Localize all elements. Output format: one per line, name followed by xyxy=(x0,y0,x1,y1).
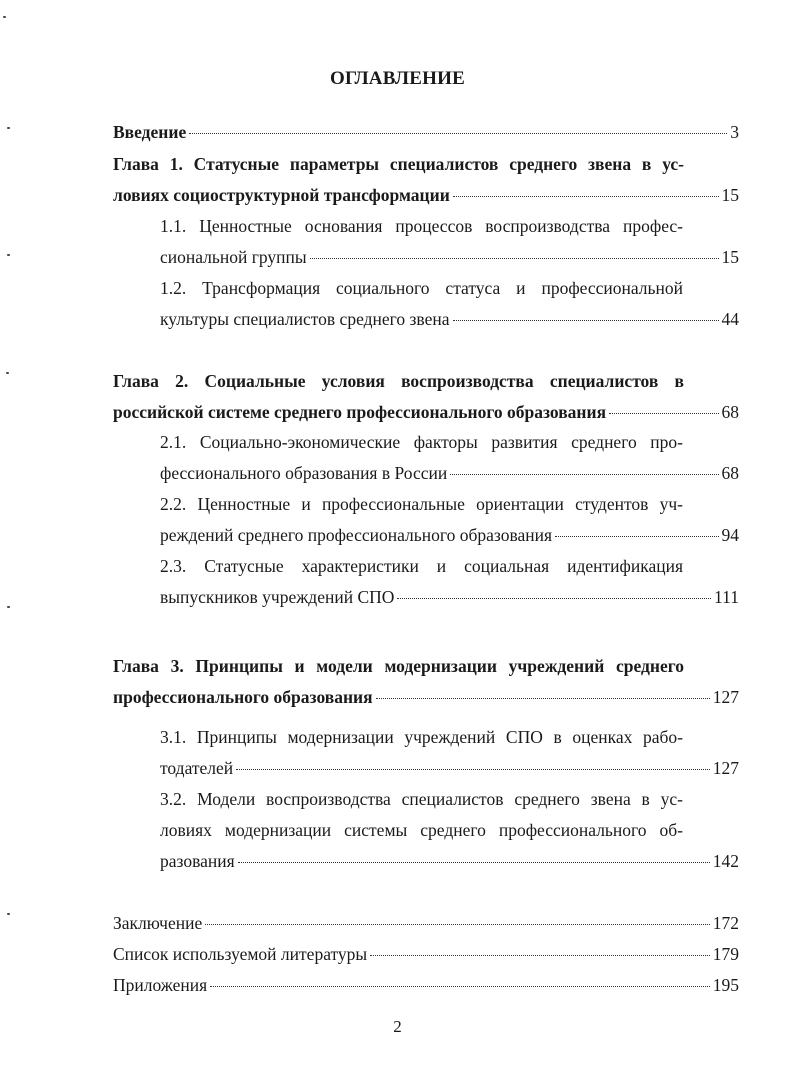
toc-entry-label: российской системе среднего профессионального образования xyxy=(113,402,607,422)
toc-section-3-1[interactable] xyxy=(160,757,739,779)
toc-page-number: 94 xyxy=(721,525,739,545)
leader-dots xyxy=(189,133,727,134)
toc-chapter-1-title[interactable]: Глава 1. Статусные параметры специалистов среднего звена в ус- xyxy=(113,154,684,174)
page-title: ОГЛАВЛЕНИЕ xyxy=(330,68,465,89)
leader-dots xyxy=(370,955,710,956)
toc-entry-label: профессионального образования xyxy=(113,687,373,707)
scan-speck xyxy=(6,372,9,374)
toc-entry-label: ловиях социоструктурной трансформации xyxy=(113,185,450,205)
toc-page-number: 3 xyxy=(730,122,739,142)
toc-page-number: 127 xyxy=(712,758,739,778)
toc-page-number: 142 xyxy=(712,851,739,871)
toc-entry-label: культуры специалистов среднего звена xyxy=(160,309,450,329)
toc-entry-label: разования xyxy=(160,851,235,871)
toc-page-number: 44 xyxy=(721,309,739,329)
toc-entry-intro[interactable] xyxy=(113,121,739,143)
toc-chapter-3-title[interactable]: Глава 3. Принципы и модели модернизации учреждений среднего xyxy=(113,656,684,676)
toc-entry-label: Введение xyxy=(113,122,187,142)
leader-dots xyxy=(453,320,719,321)
toc-section-3-2-title[interactable]: 3.2. Модели воспроизводства специалистов среднего звена в ус- xyxy=(160,789,683,809)
leader-dots xyxy=(397,598,711,599)
toc-entry-appendices[interactable] xyxy=(113,974,739,996)
toc-section-1-2[interactable] xyxy=(160,308,739,330)
toc-section-3-1-title[interactable]: 3.1. Принципы модернизации учреждений СПО в оценках рабо- xyxy=(160,727,683,747)
toc-section-1-1[interactable] xyxy=(160,246,739,268)
page-number: 2 xyxy=(393,1017,402,1036)
toc-entry-label: фессионального образования в России xyxy=(160,463,448,483)
toc-page-number: 15 xyxy=(721,247,739,267)
scan-speck xyxy=(7,127,10,129)
toc-chapter-2-title[interactable]: Глава 2. Социальные условия воспроизводства специалистов в xyxy=(113,371,684,391)
leader-dots xyxy=(555,536,718,537)
toc-section-3-2[interactable] xyxy=(160,850,739,872)
toc-section-2-3[interactable] xyxy=(160,586,739,608)
toc-entry-label: выпускников учреждений СПО xyxy=(160,587,395,607)
toc-entry-label: Список используемой литературы xyxy=(113,944,368,964)
toc-chapter-3[interactable] xyxy=(113,686,739,708)
toc-entry-label: сиональной группы xyxy=(160,247,307,267)
toc-section-3-2-title-cont[interactable]: ловиях модернизации системы среднего профессионального об- xyxy=(160,820,683,840)
toc-entry-label: Приложения xyxy=(113,975,208,995)
toc-page-number: 179 xyxy=(712,944,739,964)
toc-page-number: 127 xyxy=(712,687,739,707)
scan-speck xyxy=(7,606,10,608)
leader-dots xyxy=(238,862,710,863)
toc-page-number: 111 xyxy=(714,587,739,607)
leader-dots xyxy=(609,413,718,414)
toc-page-number: 15 xyxy=(721,185,739,205)
toc-chapter-1[interactable] xyxy=(113,184,739,206)
toc-entry-bibliography[interactable] xyxy=(113,943,739,965)
toc-entry-label: Заключение xyxy=(113,913,203,933)
toc-section-2-2[interactable] xyxy=(160,524,739,546)
leader-dots xyxy=(236,769,710,770)
toc-section-2-3-title[interactable]: 2.3. Статусные характеристики и социальная идентификация xyxy=(160,556,683,576)
leader-dots xyxy=(450,474,718,475)
toc-section-1-2-title[interactable]: 1.2. Трансформация социального статуса и профессиональной xyxy=(160,278,683,298)
toc-page-number: 172 xyxy=(712,913,739,933)
leader-dots xyxy=(453,196,719,197)
toc-entry-label: тодателей xyxy=(160,758,234,778)
toc-entry-conclusion[interactable] xyxy=(113,912,739,934)
toc-chapter-2[interactable] xyxy=(113,401,739,423)
scan-speck xyxy=(7,913,10,915)
scan-speck xyxy=(3,16,6,18)
leader-dots xyxy=(210,986,710,987)
toc-section-2-1-title[interactable]: 2.1. Социально-экономические факторы развития среднего про- xyxy=(160,432,683,452)
toc-entry-label: реждений среднего профессионального образования xyxy=(160,525,553,545)
toc-section-1-1-title[interactable]: 1.1. Ценностные основания процессов воспроизводства профес- xyxy=(160,216,683,236)
leader-dots xyxy=(205,924,710,925)
leader-dots xyxy=(310,258,719,259)
toc-section-2-1[interactable] xyxy=(160,462,739,484)
toc-section-2-2-title[interactable]: 2.2. Ценностные и профессиональные ориентации студентов уч- xyxy=(160,494,683,514)
toc-page-number: 195 xyxy=(712,975,739,995)
toc-page-number: 68 xyxy=(721,463,739,483)
scan-speck xyxy=(7,254,10,256)
toc-page-number: 68 xyxy=(721,402,739,422)
leader-dots xyxy=(376,698,710,699)
